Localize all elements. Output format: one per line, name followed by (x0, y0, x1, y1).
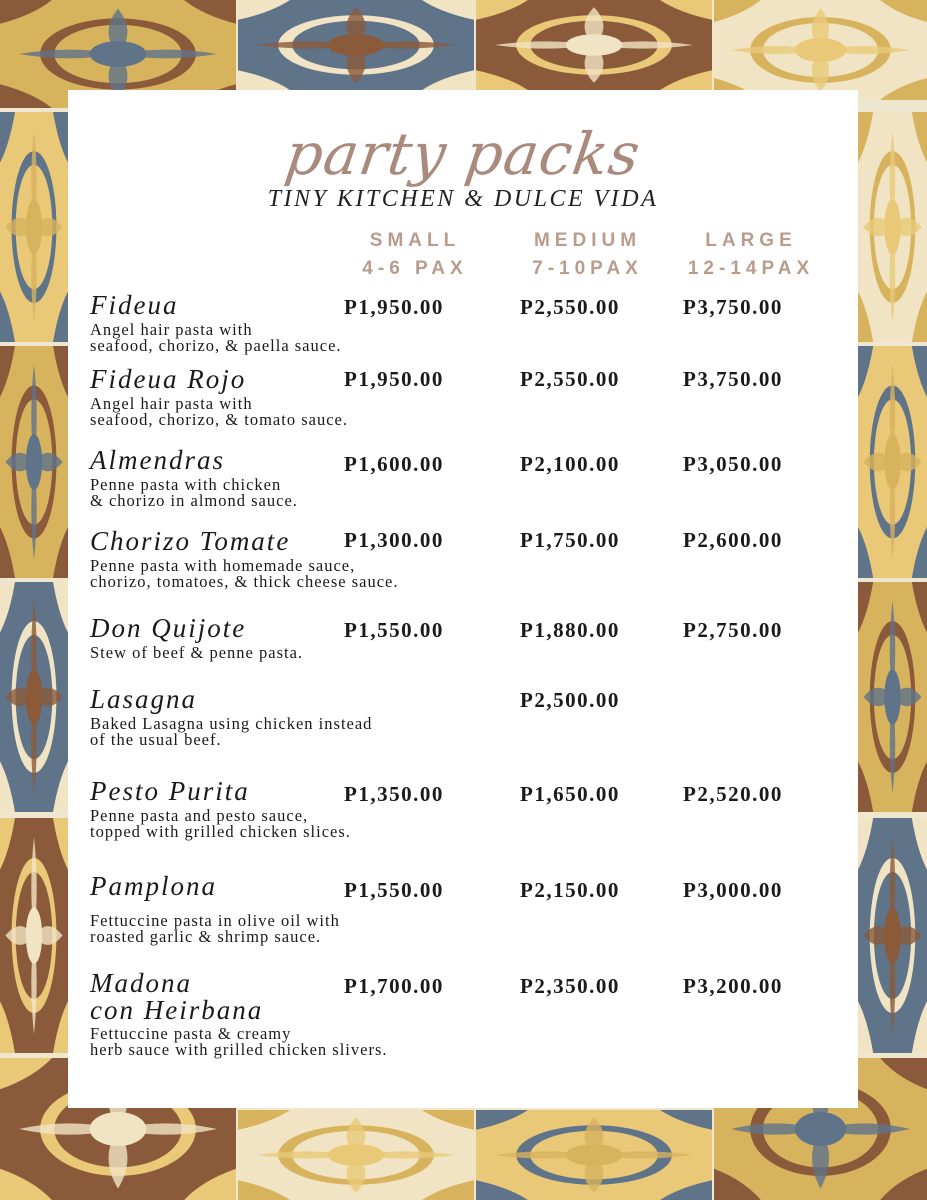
price-large: P3,050.00 (683, 452, 783, 476)
price-small: P1,300.00 (344, 528, 444, 552)
decorative-tile (238, 1110, 474, 1200)
price-large: P2,750.00 (683, 618, 783, 642)
price-medium: P1,650.00 (520, 782, 620, 806)
price-medium: P1,750.00 (520, 528, 620, 552)
price-medium: P1,880.00 (520, 618, 620, 642)
column-size-medium: MEDIUM (533, 230, 642, 251)
price-large: P2,520.00 (683, 782, 783, 806)
decorative-tile (714, 0, 927, 100)
price-small: P1,950.00 (344, 295, 444, 319)
menu-item-name: Don Quijote (90, 613, 247, 643)
menu-subtitle: TINY KITCHEN & DULCE VIDA (267, 186, 659, 212)
column-header-large (666, 230, 836, 280)
column-header-medium (505, 230, 670, 280)
decorative-tile (238, 0, 474, 90)
menu-item-description: Stew of beef & penne pasta. (90, 643, 304, 662)
menu-item-name: Almendras (90, 445, 225, 475)
menu-item-description: Penne pasta with homemade sauce, chorizo, tomatoes, & thick cheese sauce. (90, 556, 399, 591)
menu-card (68, 90, 858, 1108)
column-size-large: LARGE (705, 230, 797, 251)
price-large: P3,000.00 (683, 878, 783, 902)
menu-item-description: Fettuccine pasta & creamy herb sauce with grilled chicken slivers. (90, 1024, 388, 1059)
decorative-tile (0, 112, 68, 342)
menu-item-name: Fideua Rojo (90, 364, 247, 394)
price-large: P3,200.00 (683, 974, 783, 998)
decorative-tile (858, 112, 927, 342)
price-small: P1,550.00 (344, 618, 444, 642)
menu-title: party packs (281, 120, 645, 188)
decorative-tile (476, 0, 712, 90)
price-small: P1,550.00 (344, 878, 444, 902)
price-medium: P2,100.00 (520, 452, 620, 476)
menu-item-description: Baked Lasagna using chicken instead of the usual beef. (90, 714, 373, 749)
menu-item-name: Madona con Heirbana (90, 968, 264, 1025)
decorative-tile (858, 346, 927, 578)
menu-item-name: Lasagna (90, 684, 198, 714)
price-small: P1,600.00 (344, 452, 444, 476)
price-medium: P2,150.00 (520, 878, 620, 902)
price-medium: P2,500.00 (520, 688, 620, 712)
menu-item-description: Fettuccine pasta in olive oil with roasted garlic & shrimp sauce. (90, 911, 340, 946)
decorative-tile (0, 818, 68, 1053)
column-size-small: SMALL (369, 230, 461, 251)
menu-item-description: Penne pasta and pesto sauce, topped with grilled chicken slices. (90, 806, 351, 841)
price-medium: P2,550.00 (520, 367, 620, 391)
price-large: P2,600.00 (683, 528, 783, 552)
decorative-tile (858, 818, 927, 1053)
column-pax-medium: 7-10PAX (532, 258, 643, 279)
price-small: P1,700.00 (344, 974, 444, 998)
price-small: P1,350.00 (344, 782, 444, 806)
price-small: P1,950.00 (344, 367, 444, 391)
price-large: P3,750.00 (683, 295, 783, 319)
menu-item-description: Angel hair pasta with seafood, chorizo, & tomato sauce. (90, 394, 348, 429)
menu-item-description: Angel hair pasta with seafood, chorizo, & paella sauce. (90, 320, 342, 355)
decorative-tile (0, 582, 68, 812)
price-large: P3,750.00 (683, 367, 783, 391)
menu-item-name: Fideua (90, 290, 179, 320)
price-medium: P2,550.00 (520, 295, 620, 319)
column-pax-small: 4-6 PAX (362, 258, 468, 279)
menu-item-description: Penne pasta with chicken & chorizo in almond sauce. (90, 475, 298, 510)
menu-item-name: Chorizo Tomate (90, 526, 291, 556)
decorative-tile (0, 346, 68, 578)
column-pax-large: 12-14PAX (687, 258, 815, 279)
menu-item-name: Pesto Purita (90, 776, 250, 806)
column-header-small (340, 230, 490, 280)
menu-item-name: Pamplona (90, 871, 217, 901)
price-medium: P2,350.00 (520, 974, 620, 998)
decorative-tile (476, 1110, 712, 1200)
decorative-tile (858, 582, 927, 812)
